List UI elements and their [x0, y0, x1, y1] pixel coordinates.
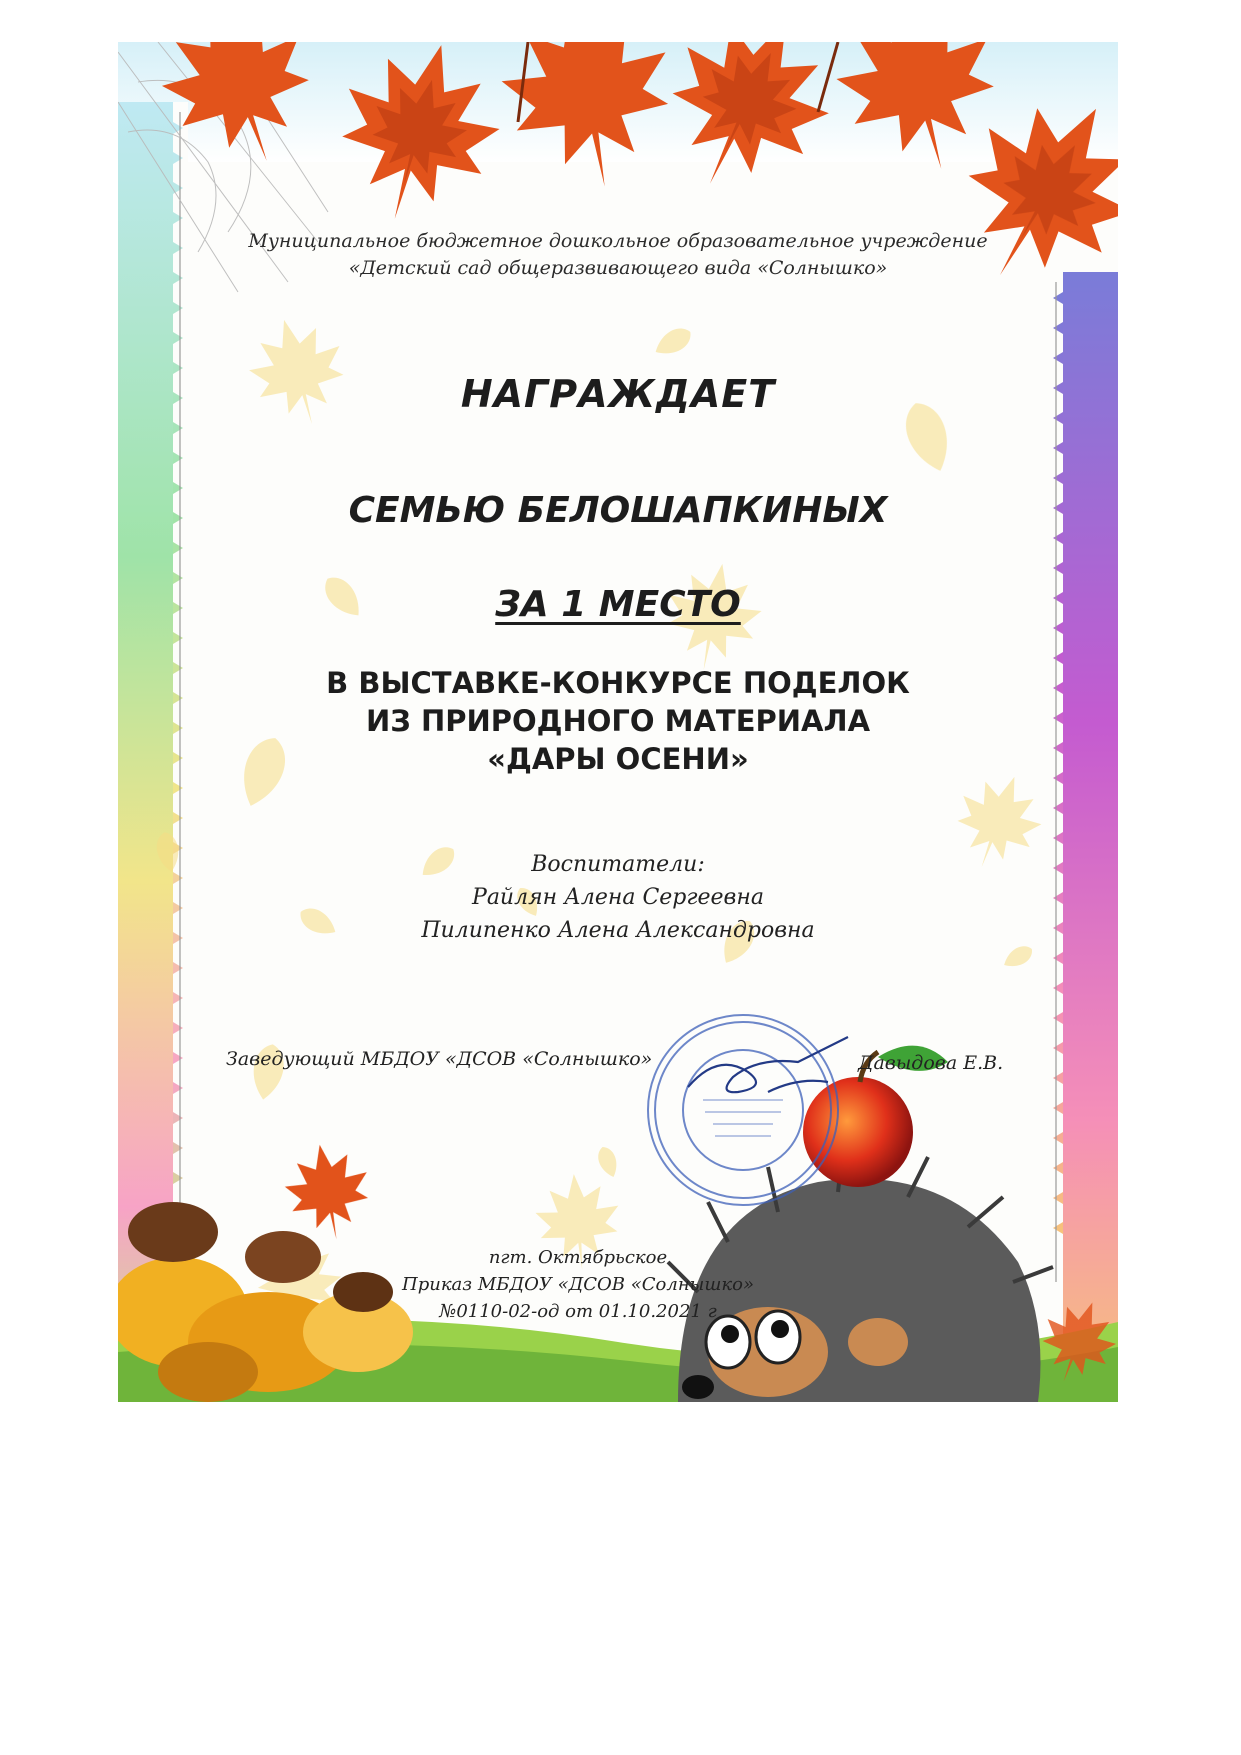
contest-line-3: «ДАРЫ ОСЕНИ»	[487, 742, 749, 776]
footer-place: пгт. Октябрьское	[488, 1247, 668, 1268]
signatory-position: Заведующий МБДОУ «ДСОВ «Солнышко»	[226, 1048, 653, 1070]
institution-line-1: Муниципальное бюджетное дошкольное образовательное учреждение	[248, 230, 988, 252]
institution-header	[118, 228, 1118, 282]
teachers-heading: Воспитатели:	[531, 852, 705, 877]
recipient-name: СЕМЬЮ БЕЛОШАПКИНЫХ	[348, 490, 888, 531]
certificate	[118, 42, 1118, 1402]
contest-title	[118, 664, 1118, 778]
teacher-name: Пилипенко Алена Александровна	[421, 918, 815, 943]
signatory-name: Давыдова Е.В.	[858, 1052, 1004, 1074]
award-verb: НАГРАЖДАЕТ	[460, 372, 776, 416]
signature-scribble	[678, 1032, 858, 1112]
contest-line-1: В ВЫСТАВКЕ-КОНКУРСЕ ПОДЕЛОК	[326, 666, 910, 700]
teachers-block	[118, 848, 1118, 947]
award-place: ЗА 1 МЕСТО	[495, 584, 741, 625]
contest-line-2: ИЗ ПРИРОДНОГО МАТЕРИАЛА	[365, 704, 871, 738]
footer-block	[278, 1244, 878, 1325]
institution-line-2: «Детский сад общеразвивающего вида «Солнышко»	[348, 257, 888, 279]
teacher-name: Райлян Алена Сергеевна	[472, 885, 764, 910]
footer-order-number: №0110-02-од от 01.10.2021 г	[439, 1301, 717, 1322]
footer-order: Приказ МБДОУ «ДСОВ «Солнышко»	[402, 1274, 754, 1295]
